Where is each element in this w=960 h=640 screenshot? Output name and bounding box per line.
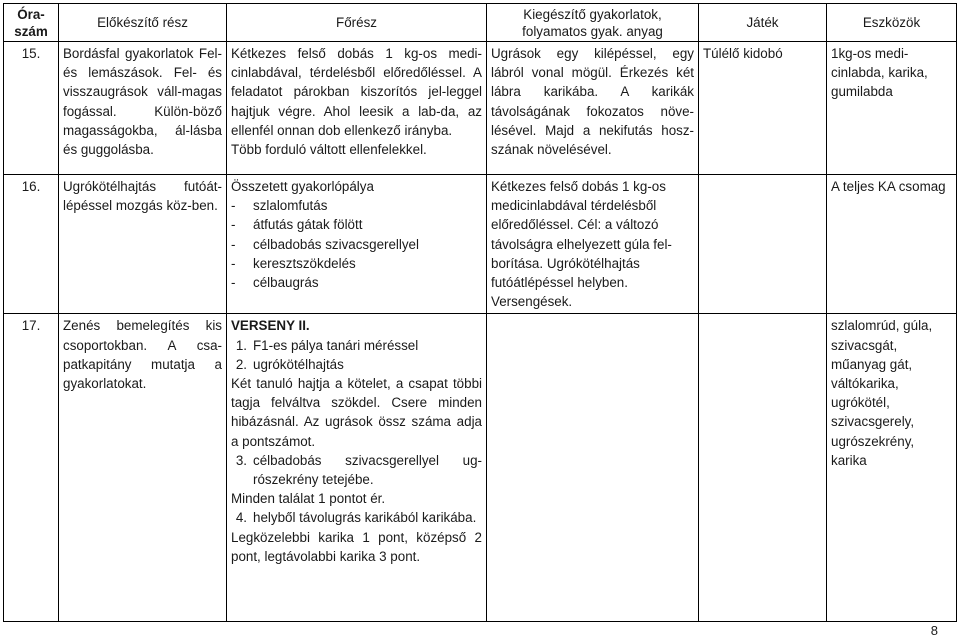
list-item: - célbaugrás (231, 273, 482, 292)
numbered-item (231, 451, 482, 489)
main-title: VERSENY II. (231, 318, 310, 334)
list-item: - keresztszökdelés (231, 254, 482, 273)
main-title: Összetett gyakorlópálya (231, 179, 374, 194)
page-number: 8 (930, 623, 938, 638)
item-text: helyből távolugrás karikából karikába. (253, 510, 477, 526)
lesson-number: 16. (4, 175, 59, 314)
header-game: Játék (699, 4, 827, 42)
header-preparatory: Előkészítő rész (59, 4, 227, 42)
lesson-number: 15. (4, 42, 59, 175)
tools-cell: A teljes KA csomag (827, 175, 957, 314)
lesson-plan-table (3, 3, 957, 622)
header-supplementary: Kiegészítő gyakorlatok, folyamatos gyak. anyag (487, 4, 699, 42)
preparatory-cell: Bordásfal gyakorlatok Fel- és lemászások. Fel- és visszaugrások váll-magas fogással. Külön-böző magasságokba, ál-lásba és guggolásba. (59, 42, 227, 175)
main-paragraph: Két tanuló hajtja a kötelet, a csapat többi tagja felváltva szökdel. Csere minden hibázásnál. Az ugrások össz száma adja a pontszámot. (231, 376, 482, 449)
game-cell (699, 314, 827, 622)
game-cell (699, 175, 827, 314)
item-number: 4. (235, 510, 247, 526)
item-text: célbadobás szivacsgerellyel ug-rószekrény tetejébe. (253, 452, 482, 488)
main-paragraph: Kétkezes felső dobás 1 kg-os medi-cinlabdával, térdelésből előredőléssel. A feladatot párokban kiszorítós jel-leggel hajtjuk végre. Ahol leesik a lab-da, az ellenfél onnan dob ellenkező irányba. (231, 46, 482, 138)
list-item: - átfutás gátak fölött (231, 215, 482, 234)
numbered-item (231, 355, 482, 374)
item-number: 1. (235, 337, 247, 353)
table-header-row (4, 4, 957, 42)
main-paragraph: Több forduló váltott ellenfelekkel. (231, 142, 427, 158)
item-text: ugrókötélhajtás (253, 356, 344, 372)
header-tools: Eszközök (827, 4, 957, 42)
preparatory-cell: Ugrókötélhajtás futóát-lépéssel mozgás köz-ben. (59, 175, 227, 314)
tools-cell: 1kg-os medi-cinlabda, karika, gumilabda (827, 42, 957, 175)
main-cell (227, 314, 487, 622)
main-cell (227, 42, 487, 175)
obstacle-course-list (231, 196, 482, 292)
main-paragraph: Legközelebbi karika 1 pont, középső 2 pont, legtávolabbi karika 3 pont. (231, 529, 482, 564)
item-number: 2. (235, 356, 247, 372)
numbered-item (231, 336, 482, 355)
header-main: Főrész (227, 4, 487, 42)
item-text: F1-es pálya tanári méréssel (253, 337, 419, 353)
supplementary-cell: Kétkezes felső dobás 1 kg-os medicinlabdával térdelésből előredőléssel. Cél: a változó távolságra elhelyezett gúla fel-borítása. Ugrókötélhajtás futóátlépéssel helyben. Versengések. (487, 175, 699, 314)
supplementary-cell: Ugrások egy kilépéssel, egy lábról vonal mögül. Érkezés két lábra karikába. A karikák távolságának fokozatos növe-lésével. Majd a nekifutás hosz-szának növelésével. (487, 42, 699, 175)
preparatory-cell: Zenés bemelegítés kis csoportokban. A csa-patkapitány mutatja a gyakorlatokat. (59, 314, 227, 622)
table-row (4, 175, 957, 314)
list-item: - célbadobás szivacsgerellyel (231, 235, 482, 254)
list-item: - szlalomfutás (231, 196, 482, 215)
item-number: 3. (235, 452, 247, 468)
lesson-number: 17. (4, 314, 59, 622)
supplementary-cell (487, 314, 699, 622)
tools-cell: szlalomrúd, gúla, szivacsgát, műanyag gát, váltókarika, ugrókötél, szivacsgerely, ugrószekrény, karika (827, 314, 957, 622)
table-row (4, 42, 957, 175)
game-cell: Túlélő kidobó (699, 42, 827, 175)
main-cell (227, 175, 487, 314)
main-paragraph: Minden találat 1 pontot ér. (231, 491, 386, 507)
header-lesson-number: Óra- szám (4, 4, 59, 42)
table-row (4, 314, 957, 622)
numbered-item (231, 508, 482, 527)
